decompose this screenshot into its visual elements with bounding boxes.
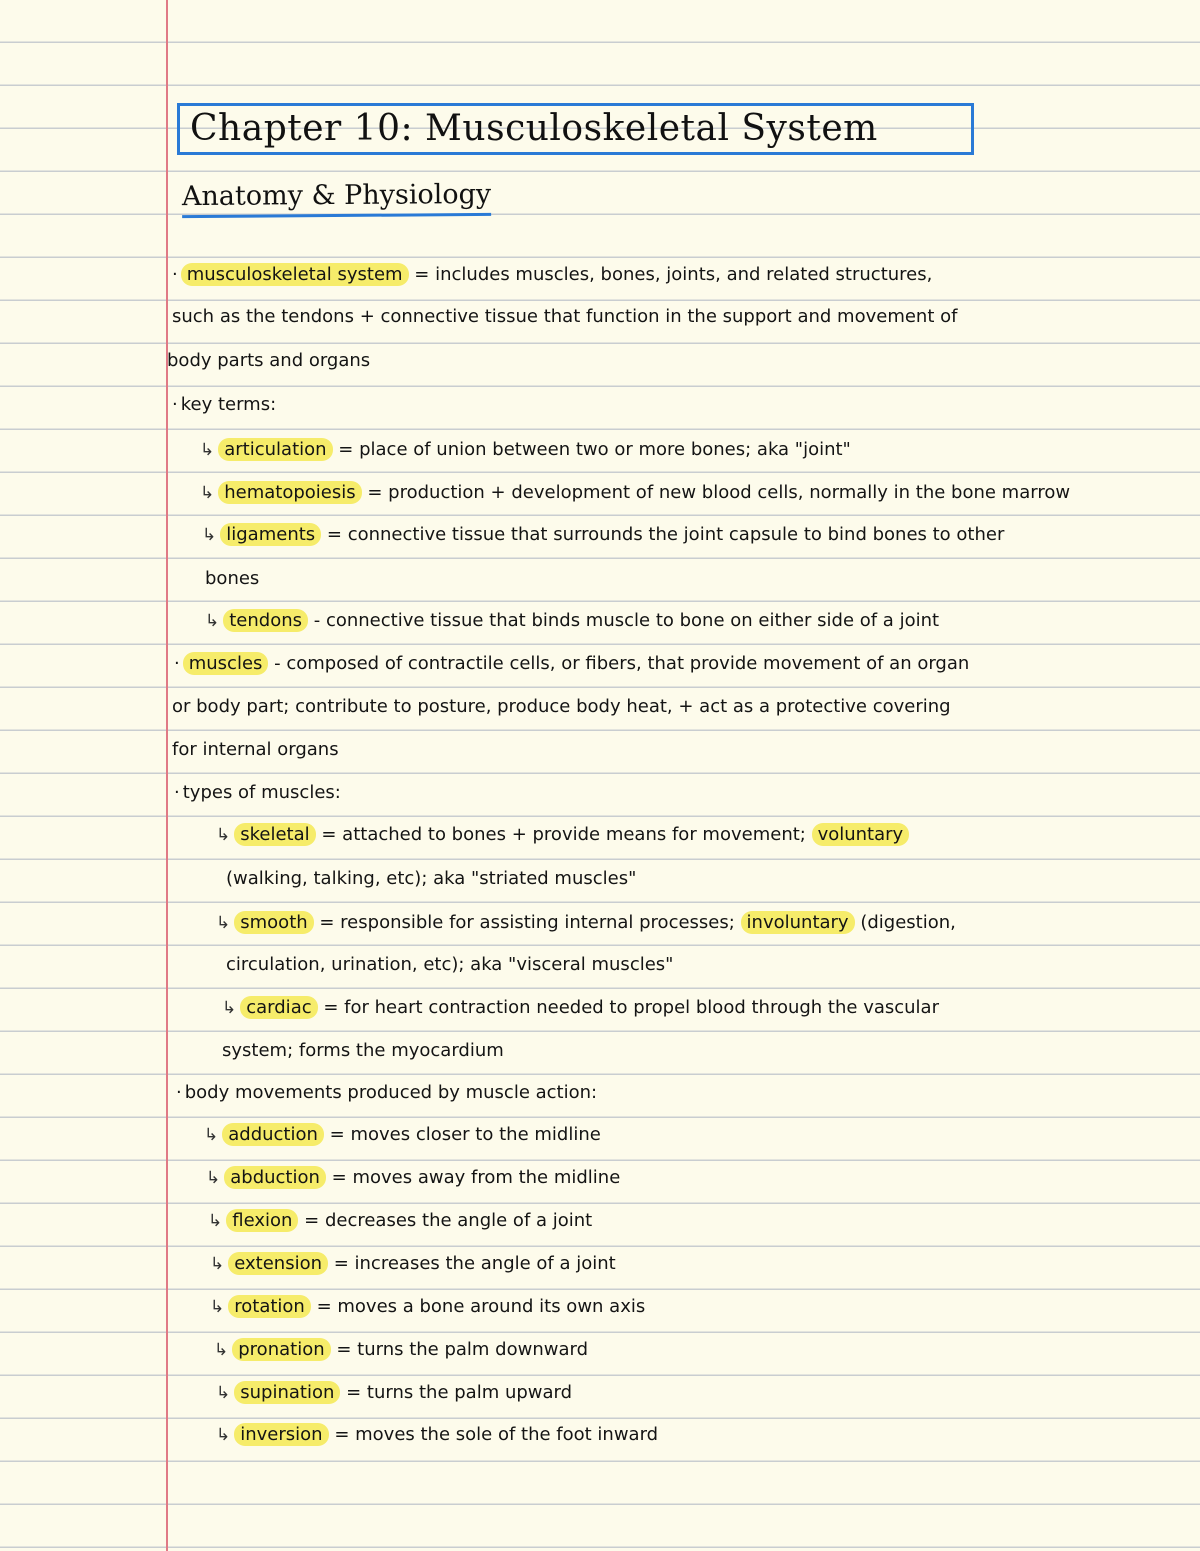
sub-arrow-icon: ↳ — [200, 440, 215, 460]
note-line — [214, 1337, 588, 1363]
note-text: or body part; contribute to posture, produce body heat, + act as a protective covering — [172, 696, 951, 717]
note-line — [205, 608, 939, 634]
note-text: = includes muscles, bones, joints, and related structures, — [408, 264, 933, 285]
note-line — [206, 1165, 620, 1191]
page-title: Chapter 10: Musculoskeletal System — [190, 108, 878, 149]
note-text: = place of union between two or more bones; aka "joint" — [332, 439, 851, 460]
sub-arrow-icon: ↳ — [202, 525, 217, 545]
note-line — [208, 1208, 592, 1234]
highlighted-term: articulation — [218, 438, 332, 461]
note-text: such as the tendons + connective tissue that function in the support and movement of — [172, 306, 958, 327]
note-line — [172, 737, 339, 763]
note-line — [216, 910, 956, 936]
sub-arrow-icon: ↳ — [216, 1383, 231, 1403]
sub-arrow-icon: ↳ — [216, 825, 231, 845]
note-line — [216, 822, 909, 848]
note-text: = attached to bones + provide means for movement; — [315, 824, 812, 845]
highlighted-term: skeletal — [234, 823, 315, 846]
sub-arrow-icon: ↳ — [222, 998, 237, 1018]
note-text: for internal organs — [172, 739, 339, 760]
highlighted-term: rotation — [228, 1295, 311, 1318]
note-line — [172, 304, 957, 330]
highlighted-term: musculoskeletal system — [181, 263, 409, 286]
title-box — [177, 103, 974, 155]
note-text: = moves away from the midline — [325, 1167, 621, 1188]
note-text: = production + development of new blood cells, normally in the bone marrow — [361, 482, 1071, 503]
margin-line — [166, 0, 168, 1551]
note-line — [174, 651, 969, 677]
bullet-dot: · — [174, 782, 180, 803]
note-text: = increases the angle of a joint — [328, 1253, 616, 1274]
note-line — [216, 1422, 658, 1448]
note-text: (digestion, — [854, 912, 956, 933]
note-line — [200, 437, 851, 463]
note-line — [172, 392, 276, 418]
highlighted-term: flexion — [226, 1209, 298, 1232]
note-text: = moves closer to the midline — [323, 1124, 601, 1145]
note-line — [174, 780, 341, 806]
note-text: - connective tissue that binds muscle to bone on either side of a joint — [308, 610, 940, 631]
note-text: body parts and organs — [167, 350, 371, 371]
note-line — [222, 995, 939, 1021]
note-text: = decreases the angle of a joint — [298, 1210, 593, 1231]
highlighted-term: hematopoiesis — [218, 481, 361, 504]
highlighted-term: ligaments — [220, 523, 321, 546]
note-text: = turns the palm downward — [330, 1339, 589, 1360]
note-text: = moves the sole of the foot inward — [328, 1424, 659, 1445]
sub-arrow-icon: ↳ — [210, 1254, 225, 1274]
section-subtitle: Anatomy & Physiology — [182, 179, 491, 219]
sub-arrow-icon: ↳ — [200, 483, 215, 503]
sub-arrow-icon: ↳ — [214, 1340, 229, 1360]
note-line — [210, 1294, 645, 1320]
highlighted-term: muscles — [183, 652, 269, 675]
note-line — [205, 566, 259, 592]
highlighted-term: pronation — [232, 1338, 330, 1361]
highlighted-term: smooth — [234, 911, 313, 934]
note-line — [204, 1122, 601, 1148]
note-line — [226, 952, 673, 978]
bullet-dot: · — [176, 1082, 182, 1103]
note-line — [167, 348, 370, 374]
note-text: types of muscles: — [182, 782, 341, 803]
note-text: key terms: — [180, 394, 277, 415]
note-text: = moves a bone around its own axis — [310, 1296, 646, 1317]
note-line — [176, 1080, 597, 1106]
note-line — [226, 866, 636, 892]
bullet-dot: · — [172, 264, 178, 285]
sub-arrow-icon: ↳ — [204, 1125, 219, 1145]
sub-arrow-icon: ↳ — [216, 913, 231, 933]
highlighted-term: involuntary — [741, 911, 855, 934]
note-line — [210, 1251, 616, 1277]
note-text: (walking, talking, etc); aka "striated muscles" — [226, 868, 637, 889]
sub-arrow-icon: ↳ — [208, 1211, 223, 1231]
highlighted-term: supination — [234, 1381, 340, 1404]
sub-arrow-icon: ↳ — [210, 1297, 225, 1317]
highlighted-term: abduction — [224, 1166, 326, 1189]
note-text: = connective tissue that surrounds the joint capsule to bind bones to other — [321, 524, 1005, 545]
bullet-dot: · — [174, 653, 180, 674]
highlighted-term: voluntary — [812, 823, 910, 846]
highlighted-term: tendons — [223, 609, 308, 632]
note-line — [216, 1380, 572, 1406]
note-text: = responsible for assisting internal processes; — [313, 912, 741, 933]
note-line — [222, 1038, 504, 1064]
note-text: = turns the palm upward — [340, 1382, 573, 1403]
note-line — [202, 522, 1004, 548]
note-line — [172, 262, 932, 288]
note-text: bones — [205, 568, 260, 589]
highlighted-term: extension — [228, 1252, 328, 1275]
highlighted-term: adduction — [222, 1123, 324, 1146]
note-line — [200, 480, 1070, 506]
note-line — [172, 694, 951, 720]
sub-arrow-icon: ↳ — [206, 1168, 221, 1188]
note-text: body movements produced by muscle action: — [184, 1082, 598, 1103]
highlighted-term: cardiac — [240, 996, 317, 1019]
bullet-dot: · — [172, 394, 178, 415]
note-text: = for heart contraction needed to propel blood through the vascular — [317, 997, 939, 1018]
sub-arrow-icon: ↳ — [216, 1425, 231, 1445]
note-text: - composed of contractile cells, or fibers, that provide movement of an organ — [268, 653, 970, 674]
note-text: system; forms the myocardium — [222, 1040, 504, 1061]
sub-arrow-icon: ↳ — [205, 611, 220, 631]
highlighted-term: inversion — [234, 1423, 328, 1446]
note-text: circulation, urination, etc); aka "visceral muscles" — [226, 954, 674, 975]
